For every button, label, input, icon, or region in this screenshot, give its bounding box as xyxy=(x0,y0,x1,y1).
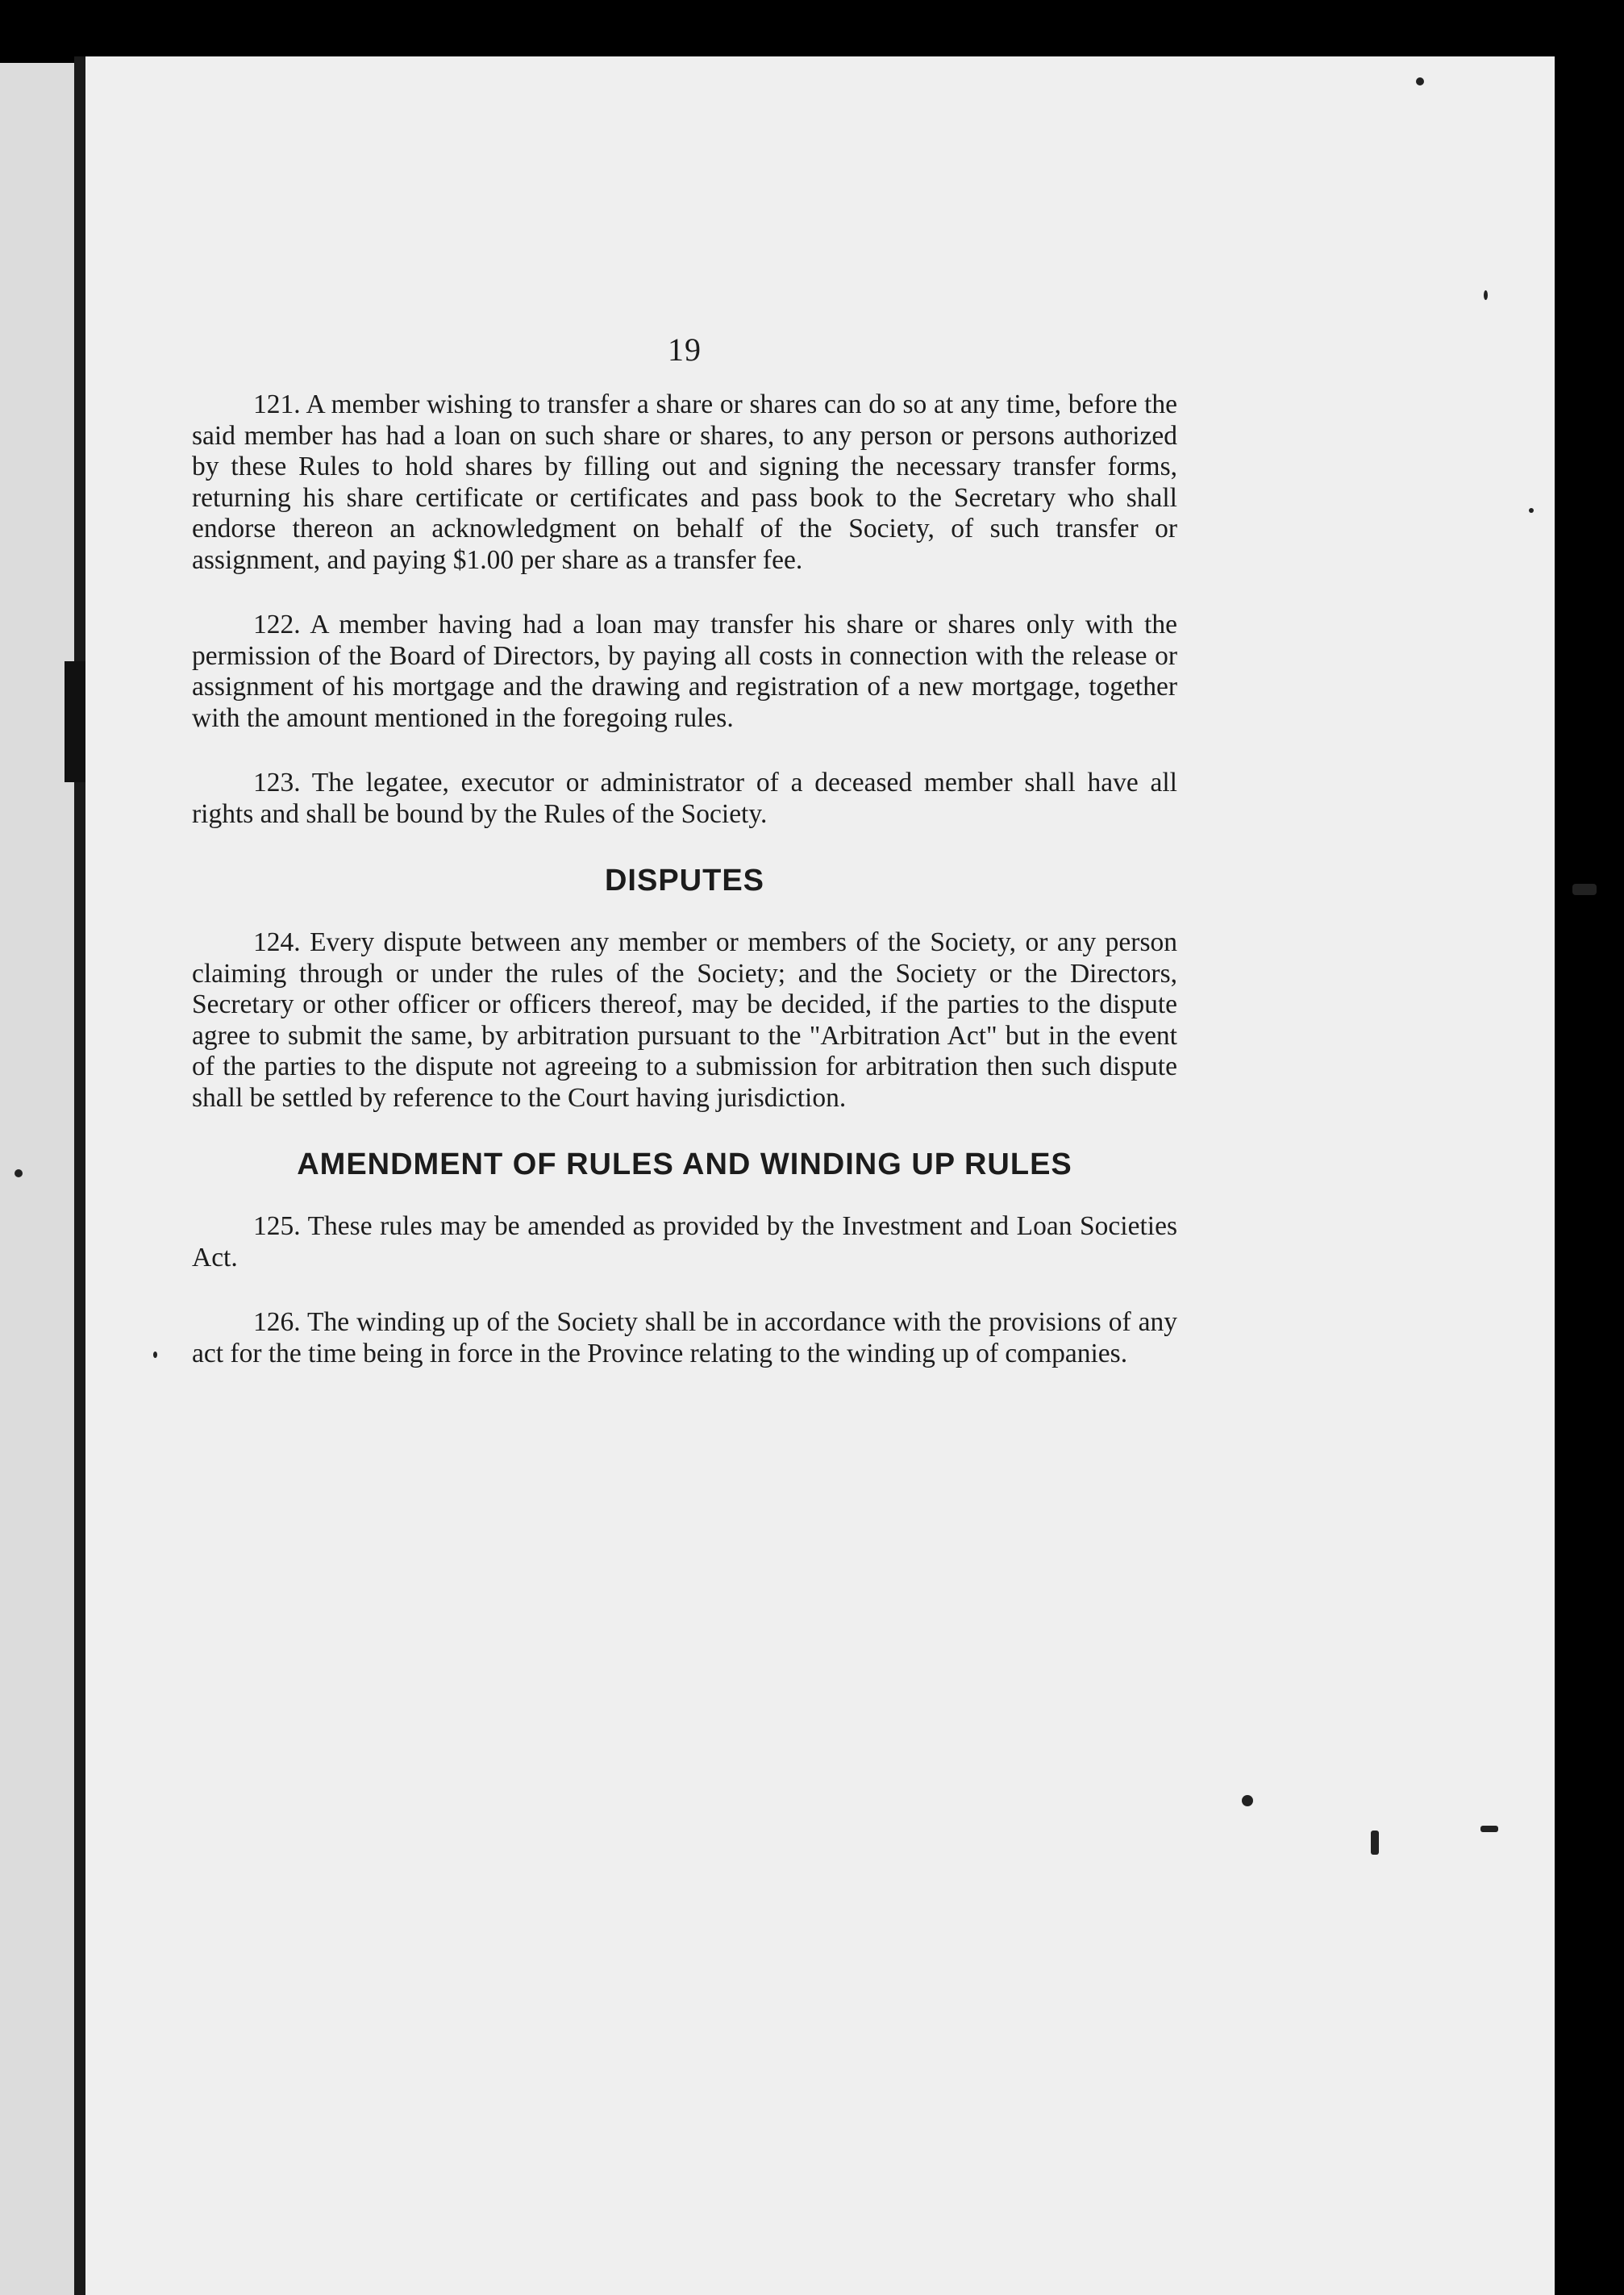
page-content xyxy=(192,331,1177,1403)
facing-page-edge xyxy=(0,63,79,2295)
disputes-heading: DISPUTES xyxy=(604,864,765,898)
dust-speck xyxy=(1484,290,1488,300)
dust-speck xyxy=(1529,508,1534,513)
dust-speck xyxy=(153,1352,157,1358)
dust-speck xyxy=(1242,1795,1253,1806)
rule-122-paragraph: 122. A member having had a loan may transfer his share or shares only with the permission of the Board of Directors, by paying all costs in connection with the release or assignment of his mortgage and the drawing and registration of a new mortgage, together with the amount mentioned in the foregoing rules. xyxy=(192,610,1177,733)
dust-speck xyxy=(1416,77,1424,85)
amendment-heading: AMENDMENT OF RULES AND WINDING UP RULES xyxy=(297,1148,1072,1181)
dust-speck xyxy=(1480,1826,1498,1832)
dust-speck xyxy=(15,1169,23,1177)
rule-125-paragraph: 125. These rules may be amended as provided by the Investment and Loan Societies Act. xyxy=(192,1211,1177,1272)
rule-123-paragraph: 123. The legatee, executor or administrator of a deceased member shall have all rights and shall be bound by the Rules of the Society. xyxy=(192,768,1177,829)
dust-speck xyxy=(1572,884,1597,895)
rule-124-paragraph: 124. Every dispute between any member or members of the Society, or any person claiming through or under the rules of the Society; and the Society or the Directors, Secretary or other officer or officers thereof, may be decided, if the parties to the dispute agree to submit the same, by arbitration pursuant to the "Arbitration Act" but in the event of the parties to the dispute not agreeing to a submission for arbitration then such dispute shall be settled by reference to the Court having jurisdiction. xyxy=(192,927,1177,1113)
book-binding xyxy=(74,56,85,2295)
dust-speck xyxy=(1371,1831,1379,1855)
rule-126-paragraph: 126. The winding up of the Society shall be in accordance with the provisions of any act for the time being in force in the Province relating to the winding up of companies. xyxy=(192,1307,1177,1368)
page-number: 19 xyxy=(668,331,702,368)
rule-121-paragraph: 121. A member wishing to transfer a share or shares can do so at any time, before the said member has had a loan on such share or shares, to any person or persons authorized by these Rules to hold shares by filling out and signing the necessary transfer forms, returning his share certificate or certificates and pass book to the Secretary who shall endorse thereon an acknowledgment on behalf of the Society, of such transfer or assignment, and paying $1.00 per share as a transfer fee. xyxy=(192,389,1177,575)
